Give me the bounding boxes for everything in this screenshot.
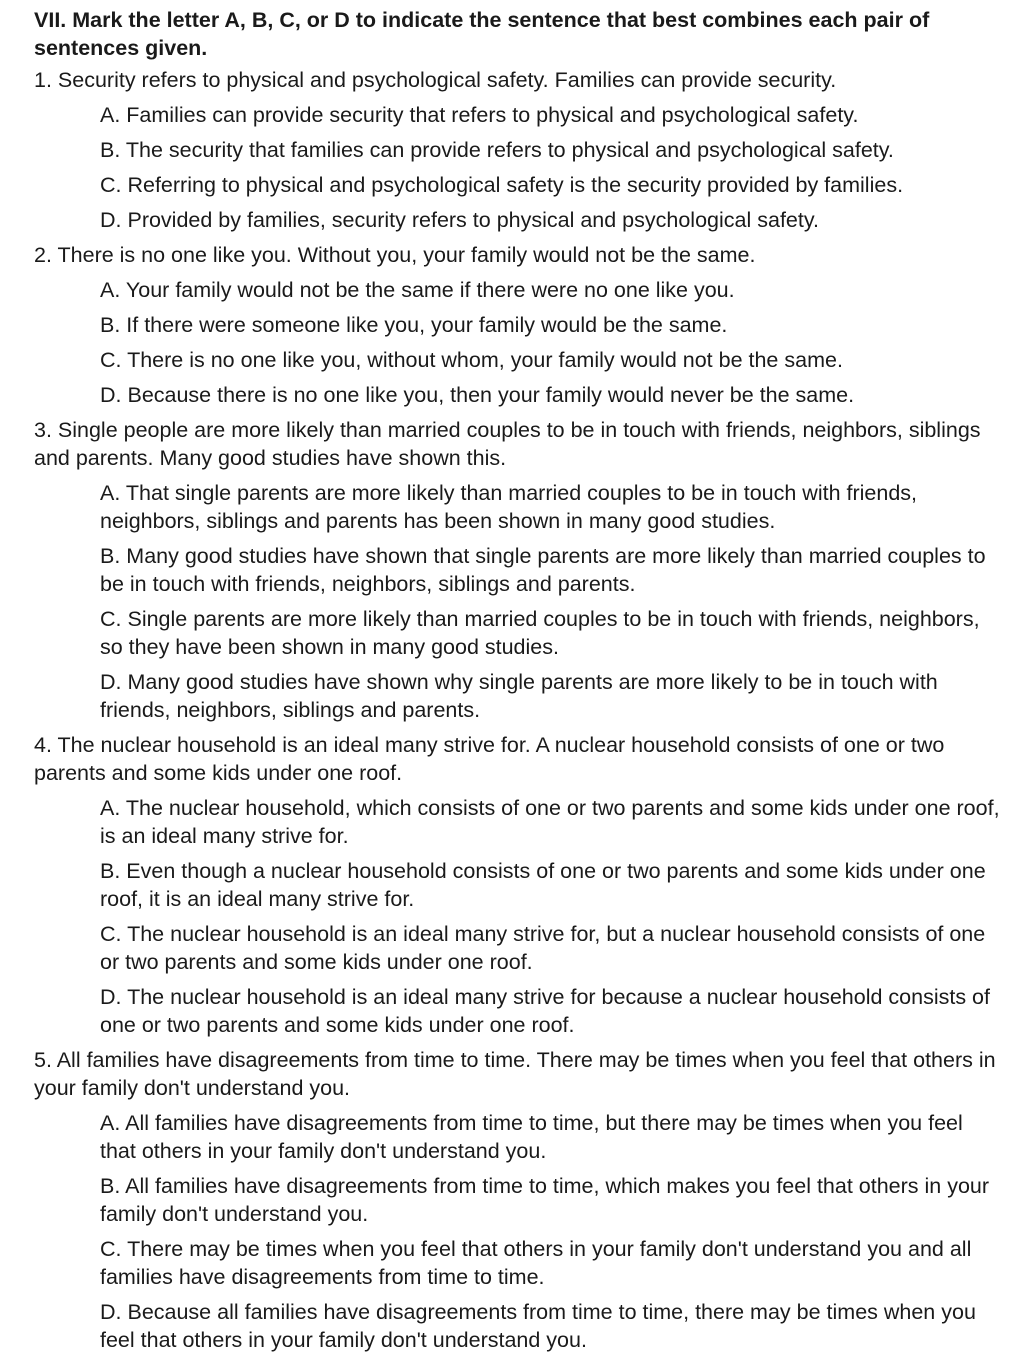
exercise-heading: VII. Mark the letter A, B, C, or D to indicate the sentence that best combines each pair of sentences given.: [34, 8, 930, 60]
answer-options: [34, 276, 1002, 409]
option-c[interactable]: C. Referring to physical and psychological safety is the security provided by families.: [100, 173, 904, 197]
answer-options: [34, 1109, 1002, 1354]
question-1: [34, 66, 1002, 234]
question-5: [34, 1046, 1002, 1354]
question-stem: 2. There is no one like you. Without you, your family would not be the same.: [34, 243, 756, 267]
question-stem: 4. The nuclear household is an ideal many strive for. A nuclear household consists of one or two parents and some kids under one roof.: [34, 733, 945, 785]
option-d[interactable]: D. Provided by families, security refers to physical and psychological safety.: [100, 208, 819, 232]
option-b[interactable]: B. Even though a nuclear household consists of one or two parents and some kids under one roof, it is an ideal many strive for.: [100, 859, 986, 911]
question-4: [34, 731, 1002, 1039]
option-a[interactable]: A. All families have disagreements from time to time, but there may be times when you feel that others in your family don't understand you.: [100, 1111, 963, 1163]
option-c[interactable]: C. There is no one like you, without whom, your family would not be the same.: [100, 348, 843, 372]
option-a[interactable]: A. The nuclear household, which consists of one or two parents and some kids under one roof, is an ideal many strive for.: [100, 796, 1000, 848]
option-b[interactable]: B. All families have disagreements from time to time, which makes you feel that others in your family don't understand you.: [100, 1174, 990, 1226]
answer-options: [34, 101, 1002, 234]
option-c[interactable]: C. There may be times when you feel that others in your family don't understand you and all families have disagreements from time to time.: [100, 1237, 972, 1289]
question-3: [34, 416, 1002, 724]
option-d[interactable]: D. Because there is no one like you, then your family would never be the same.: [100, 383, 855, 407]
option-d[interactable]: D. The nuclear household is an ideal many strive for because a nuclear household consists of one or two parents and some kids under one roof.: [100, 985, 990, 1037]
answer-options: [34, 479, 1002, 724]
option-d[interactable]: D. Many good studies have shown why single parents are more likely to be in touch with friends, neighbors, siblings and parents.: [100, 670, 938, 722]
question-2: [34, 241, 1002, 409]
question-stem: 5. All families have disagreements from time to time. There may be times when you feel that others in your family don't understand you.: [34, 1048, 996, 1100]
option-c[interactable]: C. Single parents are more likely than married couples to be in touch with friends, neighbors, so they have been shown in many good studies.: [100, 607, 980, 659]
answer-options: [34, 794, 1002, 1039]
option-b[interactable]: B. If there were someone like you, your family would be the same.: [100, 313, 728, 337]
option-b[interactable]: B. Many good studies have shown that single parents are more likely than married couples to be in touch with friends, neighbors, siblings and parents.: [100, 544, 986, 596]
option-a[interactable]: A. Families can provide security that refers to physical and psychological safety.: [100, 103, 859, 127]
question-stem: 1. Security refers to physical and psychological safety. Families can provide security.: [34, 68, 837, 92]
option-d[interactable]: D. Because all families have disagreements from time to time, there may be times when you feel that others in your family don't understand you.: [100, 1300, 976, 1352]
option-b[interactable]: B. The security that families can provide refers to physical and psychological safety.: [100, 138, 894, 162]
option-a[interactable]: A. That single parents are more likely than married couples to be in touch with friends, neighbors, siblings and parents has been shown in many good studies.: [100, 481, 918, 533]
option-a[interactable]: A. Your family would not be the same if there were no one like you.: [100, 278, 735, 302]
option-c[interactable]: C. The nuclear household is an ideal many strive for, but a nuclear household consists of one or two parents and some kids under one roof.: [100, 922, 986, 974]
exercise-document: [34, 6, 1002, 1361]
question-stem: 3. Single people are more likely than married couples to be in touch with friends, neighbors, siblings and parents. Many good studies have shown this.: [34, 418, 981, 470]
